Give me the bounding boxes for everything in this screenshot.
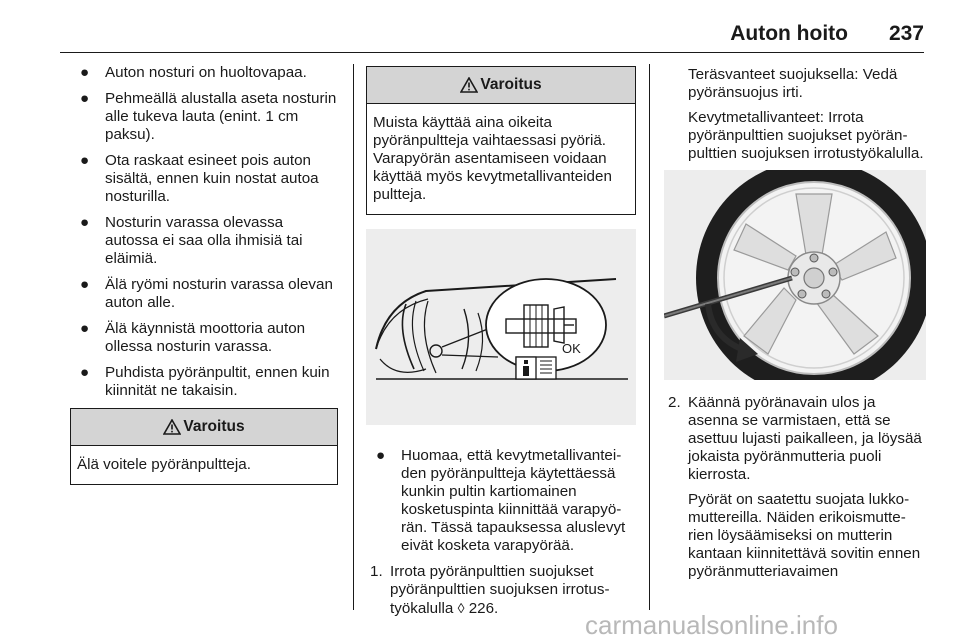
warning-title: Varoitus bbox=[183, 418, 245, 435]
list-item: ● Auton nosturi on huoltovapaa. bbox=[80, 64, 307, 81]
paragraph: Teräsvanteet suojuksella: Vedä pyöränsuojus irti. bbox=[688, 66, 898, 101]
header-rule bbox=[60, 52, 924, 53]
list-item: ● Huomaa, että kevytmetallivanteiden pyöränpultteja käytettäessä kunkin pultin kartiomainen kosketuspinta kiinnittää varapyörän. Tässä tapauksessa aluslevyt eivät kosketa varapyörää. bbox=[376, 447, 626, 554]
warning-header bbox=[367, 67, 635, 104]
safety-bullet-list bbox=[70, 64, 338, 400]
page-ref[interactable]: 226. bbox=[468, 600, 499, 617]
list-item: 1. Irrota pyöränpulttien suojukset pyöränpulttien suojuksen irrotustyökalulla ◊ 226. bbox=[370, 563, 610, 617]
paragraph: Pyörät on saatettu suojata lukkomuttereilla. Näiden erikoismutterien löysäämiseksi on mutterin kantaan kiinnitettävä sovitin ennen pyöränmutteriavaimen bbox=[688, 491, 921, 580]
list-item: ● Älä ryömi nosturin varassa olevan auton alle. bbox=[80, 276, 333, 311]
page-number: 237 bbox=[888, 22, 924, 45]
column-3 bbox=[664, 64, 926, 588]
warning-text: Muista käyttää aina oikeita pyöränpultteja vaihtaessasi pyöriä. Varapyörän asentamiseen voidaan käyttää myös kevytmetallivanteiden pultteja. bbox=[373, 114, 612, 203]
list-item: 2. Käännä pyöränavain ulos ja asenna se varmistaen, että se asettuu lujasti paikalleen, ja löysää jokaista pyöränmutteria puoli kierrosta. bbox=[668, 394, 922, 483]
warning-triangle-icon bbox=[163, 419, 181, 435]
list-item: ● Älä käynnistä moottoria auton ollessa nosturin varassa. bbox=[80, 320, 306, 355]
alloy-wheel-illustration bbox=[664, 170, 926, 380]
column-1 bbox=[70, 64, 338, 485]
warning-title: Varoitus bbox=[480, 76, 542, 93]
wheel-wrench-figure bbox=[664, 170, 926, 380]
figure-label: OK bbox=[562, 341, 581, 356]
column-divider bbox=[649, 64, 650, 610]
warning-box bbox=[366, 66, 636, 215]
section-title: Auton hoito bbox=[730, 22, 848, 45]
watermark: carmanualsonline.info bbox=[585, 610, 838, 640]
warning-text: Älä voitele pyöränpultteja. bbox=[77, 456, 251, 473]
column-divider bbox=[353, 64, 354, 610]
list-item: ● Ota raskaat esineet pois auton sisältä, ennen kuin nostat autoa nosturilla. bbox=[80, 152, 319, 205]
page-header bbox=[0, 0, 960, 58]
paragraph: Kevytmetallivanteet: Irrota pyöränpulttien suojukset pyöränpulttien suojuksen irrotustyökalulla. bbox=[688, 109, 924, 162]
warning-box bbox=[70, 408, 338, 485]
column-2 bbox=[366, 64, 636, 625]
bolt-seat-figure bbox=[366, 229, 636, 425]
note-bullet-list bbox=[366, 447, 636, 555]
warning-triangle-icon bbox=[460, 77, 478, 93]
list-item: ● Pehmeällä alustalla aseta nosturin alle tukeva lauta (enint. 1 cm paksu). bbox=[80, 90, 337, 143]
list-item: ● Puhdista pyöränpultit, ennen kuin kiinnität ne takaisin. bbox=[80, 364, 330, 399]
step-list bbox=[664, 394, 926, 484]
wheel-bolt-illustration bbox=[366, 229, 636, 425]
list-item: ● Nosturin varassa olevassa autossa ei saa olla ihmisiä tai eläimiä. bbox=[80, 214, 303, 267]
page-ref-icon: ◊ bbox=[457, 600, 465, 616]
warning-header bbox=[71, 409, 337, 446]
